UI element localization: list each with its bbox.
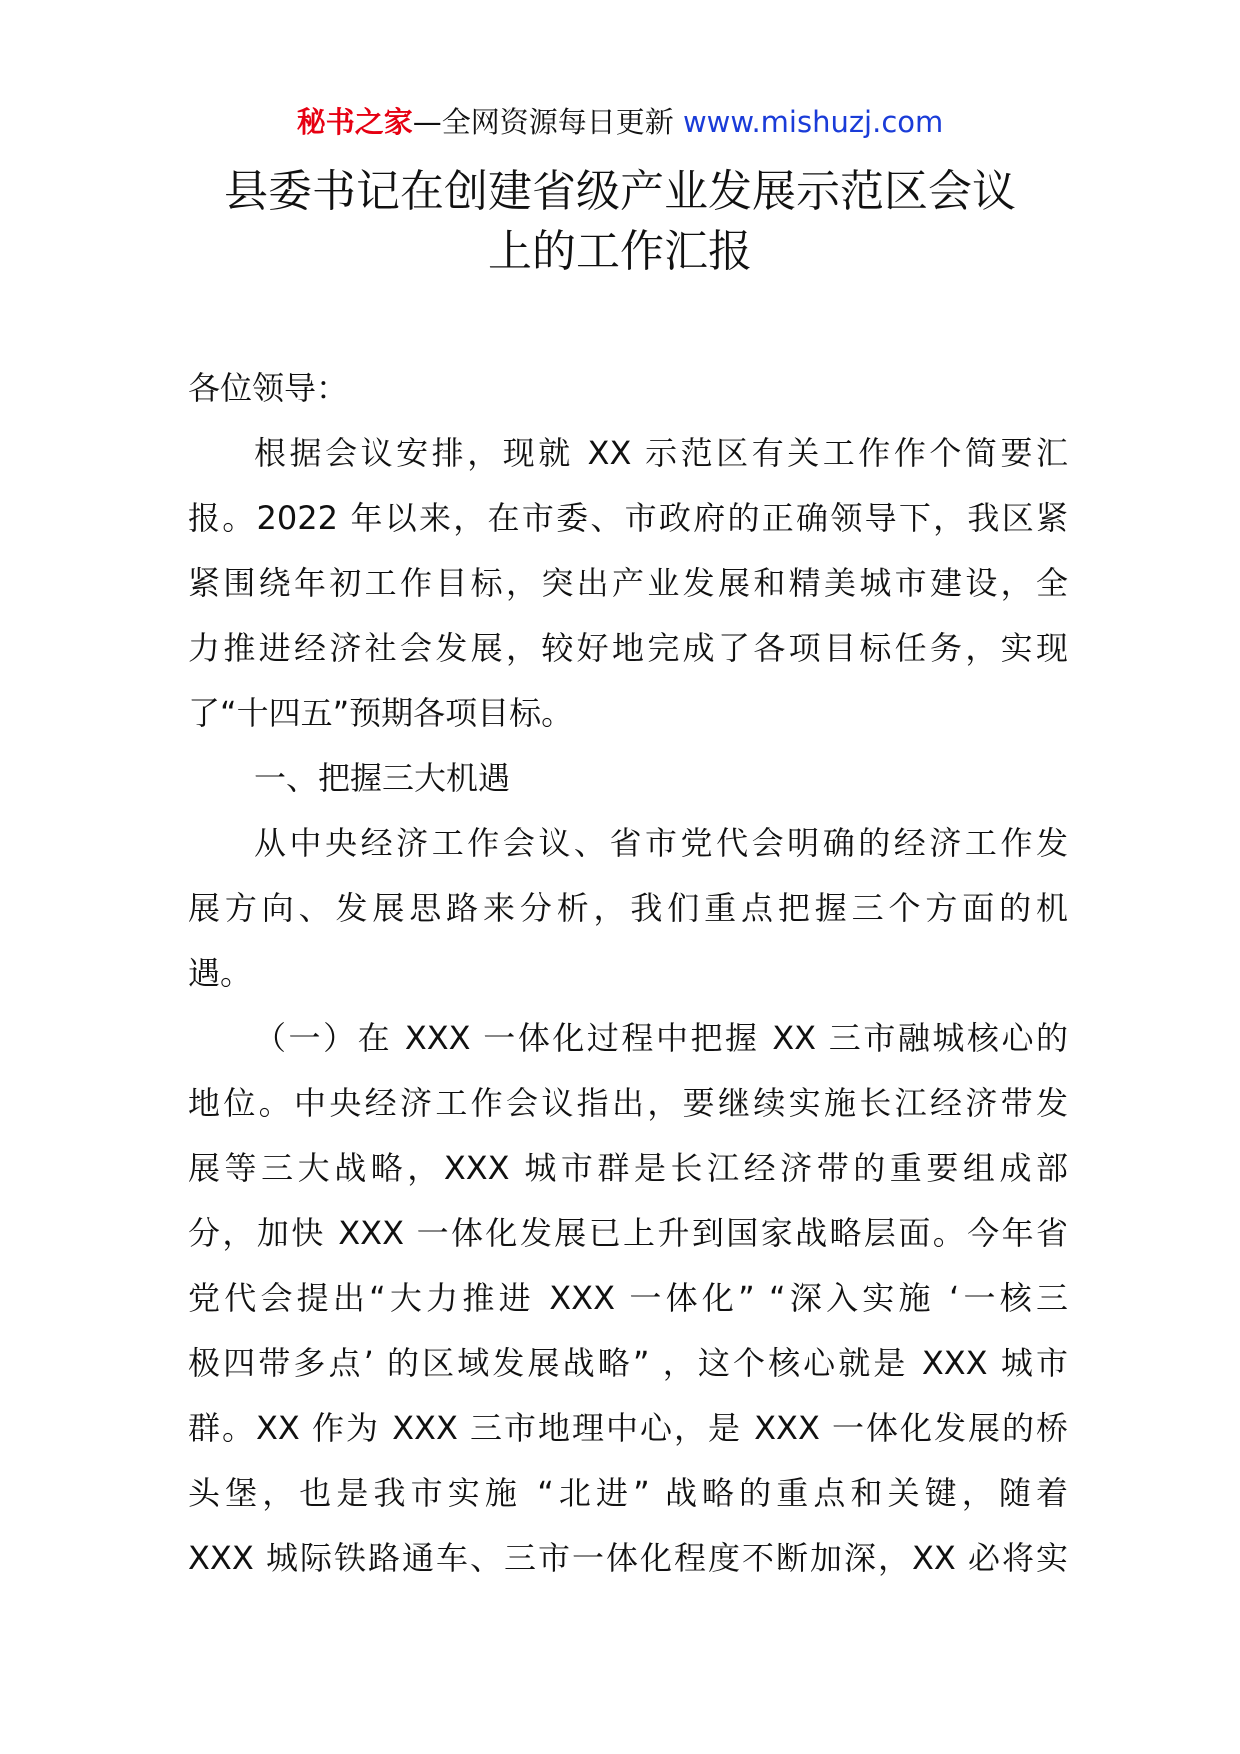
brand-name: 秘书之家	[296, 105, 413, 139]
header-tagline: —全网资源每日更新	[412, 105, 683, 139]
body-line: 地位。中央经济工作会议指出，要继续实施长江经济带发	[188, 1084, 1068, 1122]
body-line: 遇。	[188, 954, 253, 992]
site-url-link[interactable]: www.mishuzj.com	[682, 105, 944, 139]
body-line: 报。2022 年以来，在市委、市政府的正确领导下，我区紧	[188, 499, 1068, 537]
body-line: 力推进经济社会发展，较好地完成了各项目标任务，实现	[188, 629, 1068, 667]
body-line: 展等三大战略，XXX 城市群是长江经济带的重要组成部	[188, 1149, 1068, 1187]
body-line: XXX 城际铁路通车、三市一体化程度不断加深，XX 必将实	[188, 1539, 1068, 1577]
document-title	[160, 162, 1080, 282]
body-line: 从中央经济工作会议、省市党代会明确的经济工作发	[254, 824, 1068, 862]
body-line: 头堡，也是我市实施 “北进” 战略的重点和关键，随着	[188, 1474, 1068, 1512]
body-line: 分，加快 XXX 一体化发展已上升到国家战略层面。今年省	[188, 1214, 1068, 1252]
salutation: 各位领导：	[188, 369, 349, 407]
body-line: 极四带多点’ 的区域发展战略” ，这个核心就是 XXX 城市	[188, 1344, 1068, 1382]
subsection-heading: （一）在 XXX 一体化过程中把握 XX 三市融城核心的	[254, 1019, 1068, 1057]
section-heading: 一、把握三大机遇	[254, 759, 511, 797]
body-line: 紧围绕年初工作目标，突出产业发展和精美城市建设，全	[188, 564, 1068, 602]
document-body	[188, 356, 1068, 1591]
title-line-1: 县委书记在创建省级产业发展示范区会议	[224, 166, 1016, 217]
title-line-2: 上的工作汇报	[488, 226, 752, 277]
body-line: 党代会提出“大力推进 XXX 一体化” “深入实施 ‘一核三	[188, 1279, 1068, 1317]
body-line: 根据会议安排，现就 XX 示范区有关工作作个简要汇	[254, 434, 1068, 472]
body-line: 了“十四五”预期各项目标。	[188, 694, 574, 732]
site-header	[0, 100, 1240, 144]
body-line: 展方向、发展思路来分析，我们重点把握三个方面的机	[188, 889, 1068, 927]
body-line: 群。XX 作为 XXX 三市地理中心，是 XXX 一体化发展的桥	[188, 1409, 1068, 1447]
